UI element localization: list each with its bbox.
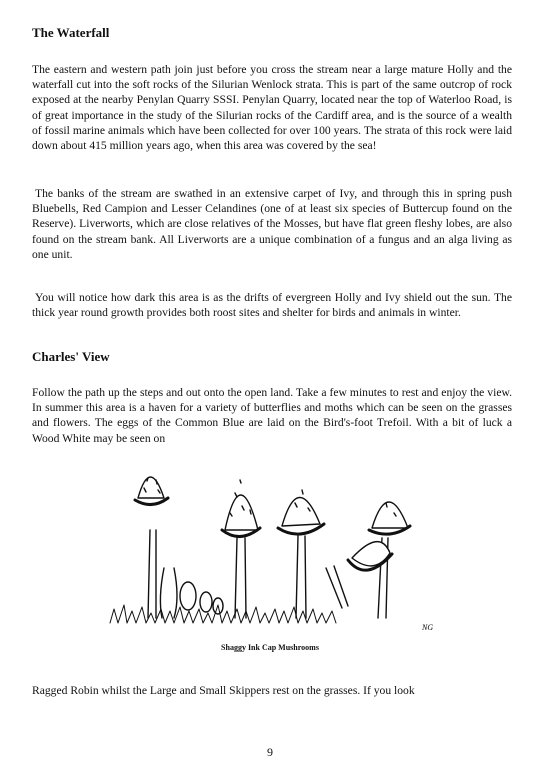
paragraph-stream-banks: The banks of the stream are swathed in an extensive carpet of Ivy, and through this in spring push Bluebells, Red Campion and Lesser Celandines (one of at least six species of Buttercup found on the Reserve). Liverworts, which are close relatives of the Mosses, but have flat green fleshy lobes, are also found on the stream bank. All Liverworts are a unique combination of a fungus and an alga living as one unit. — [32, 187, 512, 261]
artist-signature: NG — [422, 623, 434, 632]
paragraph-waterfall-rocks: The eastern and western path join just before you cross the stream near a large mature Holly and the waterfall cut into the soft rocks of the Silurian Wenlock strata. This is part of the same outcrop of rock exposed at the nearby Penylan Quarry SSSI. Penylan Quarry, located near the top of Waterloo Road, is of great importance in the study of the Silurian rocks of the Cardiff area, and is the source of a wealth of fossil marine animals which have been collected for over 100 years. The strata of this rock were laid down about 415 million years ago, when this area was covered by the sea! — [32, 63, 512, 153]
page-number: 9 — [267, 745, 273, 759]
section-heading-charles-view: Charles' View — [32, 349, 110, 364]
shaggy-ink-cap-illustration — [90, 458, 450, 638]
section-heading-waterfall: The Waterfall — [32, 25, 110, 40]
paragraph-dark-area: You will notice how dark this area is as the drifts of evergreen Holly and Ivy shield out the sun. The thick year round growth provides both roost sites and shelter for birds and animals in winter. — [32, 291, 512, 320]
paragraph-charles-view: Follow the path up the steps and out onto the open land. Take a few minutes to rest and enjoy the view. In summer this area is a haven for a variety of butterflies and moths which can be seen on the grasses and flowers. The eggs of the Common Blue are laid on the Bird's-foot Trefoil. With a bit of luck a Wood White may be seen on — [32, 386, 512, 445]
paragraph-ragged-robin: Ragged Robin whilst the Large and Small Skippers rest on the grasses. If you look — [32, 684, 415, 697]
illustration-caption: Shaggy Ink Cap Mushrooms — [221, 643, 319, 652]
